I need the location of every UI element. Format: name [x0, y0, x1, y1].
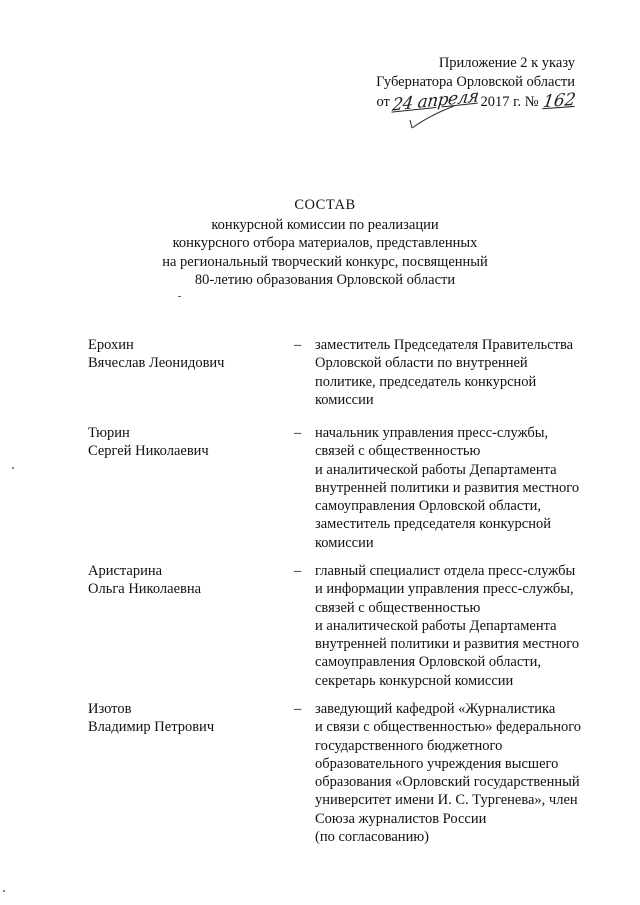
role-line: внутренней политики и развития местного	[315, 636, 580, 653]
role-line: (по согласованию)	[315, 829, 429, 846]
member-name	[88, 336, 278, 372]
role-line: самоуправления Орловской области,	[315, 654, 542, 671]
member-given-names: Владимир Петрович	[88, 719, 215, 735]
member-role	[315, 700, 605, 846]
handwriting-stroke	[404, 102, 464, 132]
handwritten-date: 24 апреля	[391, 86, 480, 116]
scan-speck	[3, 890, 5, 892]
role-line: комиссии	[315, 534, 374, 551]
role-line: секретарь конкурсной комиссии	[315, 672, 514, 689]
member-name	[88, 424, 278, 460]
role-line: заместитель председателя конкурсной	[315, 516, 552, 533]
member-dash: –	[294, 337, 302, 353]
role-line: связей с общественностью	[315, 599, 481, 616]
member-role	[315, 424, 605, 552]
role-line: университет имени И. С. Тургенева», член	[315, 792, 578, 809]
title-line: 80-летию образования Орловской области	[194, 272, 456, 288]
decree-issuer-line: Губернатора Орловской области	[376, 74, 575, 90]
role-line: самоуправления Орловской области,	[315, 498, 542, 515]
scan-speck	[178, 296, 181, 297]
role-line: и информации управления пресс-службы,	[315, 581, 574, 598]
role-line: образовательного учреждения высшего	[315, 755, 559, 772]
member-role	[315, 562, 605, 690]
role-line: заведующий кафедрой «Журналистика	[315, 701, 556, 717]
member-role	[315, 336, 605, 409]
member-dash: –	[294, 563, 302, 579]
member-surname: Аристарина	[88, 563, 163, 579]
role-line: государственного бюджетного	[315, 737, 503, 754]
role-line: главный специалист отдела пресс-службы	[315, 563, 576, 579]
member-given-names: Ольга Николаевна	[88, 581, 202, 597]
role-line: начальник управления пресс-службы,	[315, 425, 549, 441]
title-line: конкурсного отбора материалов, представленных	[172, 235, 478, 251]
role-line: Орловской области по внутренней	[315, 355, 528, 372]
appendix-line: Приложение 2 к указу	[438, 55, 575, 71]
member-name	[88, 700, 278, 736]
member-given-names: Сергей Николаевич	[88, 443, 209, 459]
year-number-label: 2017 г. №	[480, 94, 539, 110]
title-line: на региональный творческий конкурс, посвященный	[162, 253, 488, 270]
role-line: комиссии	[315, 391, 374, 408]
member-surname: Ерохин	[88, 337, 134, 353]
scan-speck	[12, 467, 14, 469]
role-line: политике, председатель конкурсной	[315, 373, 537, 390]
role-line: и связи с общественностью» федерального	[315, 719, 582, 736]
role-line: образования «Орловский государственный	[315, 774, 580, 791]
role-line: связей с общественностью	[315, 443, 481, 460]
role-line: заместитель Председателя Правительства	[315, 337, 574, 353]
role-line: и аналитической работы Департамента	[315, 617, 557, 634]
member-dash: –	[294, 701, 302, 717]
member-surname: Тюрин	[88, 425, 130, 441]
role-line: Союза журналистов России	[315, 810, 487, 827]
member-surname: Изотов	[88, 701, 132, 717]
title-heading: СОСТАВ	[294, 197, 356, 213]
document-title	[120, 196, 530, 290]
title-line: конкурсной комиссии по реализации	[211, 216, 439, 233]
role-line: внутренней политики и развития местного	[315, 479, 580, 496]
member-dash: –	[294, 425, 302, 441]
member-given-names: Вячеслав Леонидович	[88, 355, 225, 371]
handwritten-number: 162	[541, 89, 577, 113]
date-prefix: от	[376, 94, 390, 110]
role-line: и аналитической работы Департамента	[315, 461, 557, 478]
member-name	[88, 562, 278, 598]
